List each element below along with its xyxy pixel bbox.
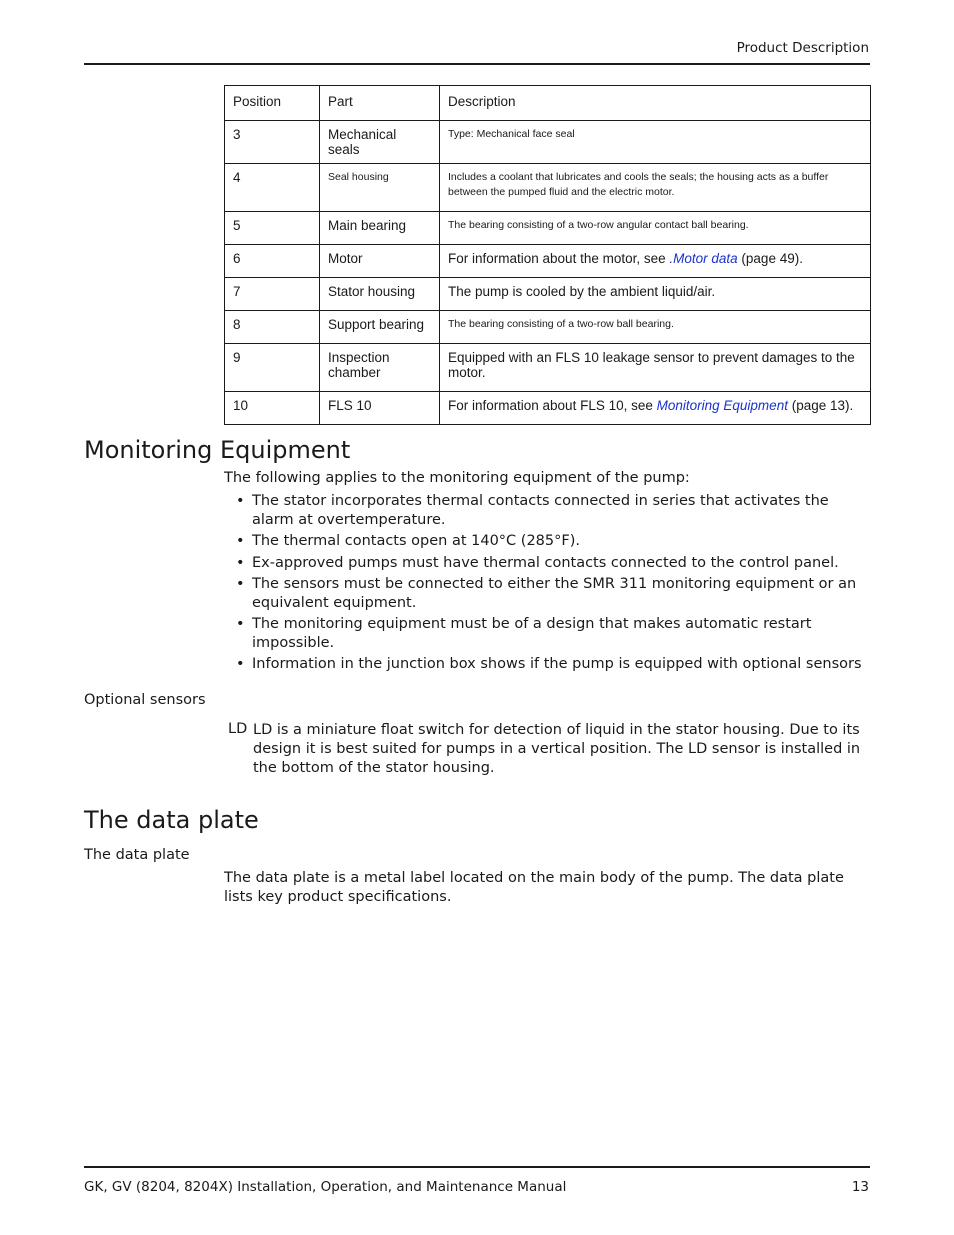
table-row — [225, 121, 871, 164]
bullet-text: The monitoring equipment must be of a design that makes automatic restart impossible. — [252, 616, 812, 651]
bullet-text: Ex-approved pumps must have thermal contacts connected to the control panel. — [252, 554, 839, 571]
cell-part: Motor — [320, 245, 440, 278]
bullet-icon: • — [236, 616, 245, 632]
table-row — [225, 278, 871, 311]
cell-position: 10 — [225, 392, 320, 425]
cell-position: 5 — [225, 212, 320, 245]
section-heading-data-plate: The data plate — [84, 806, 259, 834]
table-row — [225, 245, 871, 278]
description-text: For information about FLS 10, see — [448, 398, 657, 413]
header-rule — [84, 63, 870, 65]
cell-part: Inspection chamber — [320, 344, 440, 392]
cell-description: Includes a coolant that lubricates and cools the seals; the housing acts as a buffer between the pumped fluid and the electric motor. — [440, 164, 871, 212]
bullet-icon: • — [236, 656, 245, 672]
cell-part: Support bearing — [320, 311, 440, 344]
data-plate-text: The data plate is a metal label located on the main body of the pump. The data plate lists key product specifications. — [224, 870, 844, 905]
cell-description: Equipped with an FLS 10 leakage sensor to prevent damages to the motor. — [440, 344, 871, 392]
subheading-data-plate: The data plate — [84, 847, 190, 863]
cell-position: 9 — [225, 344, 320, 392]
bullet-text: The sensors must be connected to either the SMR 311 monitoring equipment or an equivalent equipment. — [252, 576, 857, 611]
column-header-description: Description — [440, 86, 871, 121]
cell-description — [440, 245, 871, 278]
list-item — [236, 655, 870, 674]
table-row — [225, 212, 871, 245]
running-header: Product Description — [736, 40, 869, 56]
description-text: (page 13). — [787, 398, 854, 413]
motor-data-link[interactable]: .Motor data — [669, 251, 738, 266]
table-header-row — [225, 86, 871, 121]
ld-definition: LD is a miniature float switch for detection of liquid in the stator housing. Due to its design it is best suited for pumps in a vertical position. The LD sensor is installed in the bottom of the stator housing. — [253, 722, 861, 776]
footer-rule — [84, 1166, 870, 1168]
monitoring-equipment-link[interactable]: Monitoring Equipment — [656, 398, 788, 413]
cell-part: Stator housing — [320, 278, 440, 311]
bullet-icon: • — [236, 533, 245, 549]
list-item — [236, 615, 870, 652]
cell-position: 8 — [225, 311, 320, 344]
footer-manual-title: GK, GV (8204, 8204X) Installation, Operation, and Maintenance Manual — [84, 1179, 567, 1195]
cell-part: Seal housing — [320, 164, 440, 212]
bullet-icon: • — [236, 493, 245, 509]
cell-position: 6 — [225, 245, 320, 278]
cell-part: Mechanical seals — [320, 121, 440, 164]
page-number: 13 — [851, 1179, 869, 1195]
cell-description: The pump is cooled by the ambient liquid/air. — [440, 278, 871, 311]
cell-description — [440, 392, 871, 425]
bullet-text: Information in the junction box shows if the pump is equipped with optional sensors — [252, 656, 862, 672]
bullet-text: The thermal contacts open at 140°C (285°F). — [252, 533, 580, 549]
bullet-text: The stator incorporates thermal contacts connected in series that activates the alarm at overtemperature. — [252, 493, 829, 528]
subheading-optional-sensors: Optional sensors — [84, 692, 206, 708]
column-header-position: Position — [225, 86, 320, 121]
cell-description: The bearing consisting of a two-row ball bearing. — [440, 311, 871, 344]
bullet-icon: • — [236, 554, 245, 571]
cell-part: Main bearing — [320, 212, 440, 245]
column-header-part: Part — [320, 86, 440, 121]
ld-term: LD — [228, 721, 248, 737]
cell-description: Type: Mechanical face seal — [440, 121, 871, 164]
parts-table — [224, 85, 871, 425]
description-text: (page 49). — [737, 251, 803, 266]
list-item — [236, 532, 870, 551]
table-row — [225, 311, 871, 344]
description-text: For information about the motor, see — [448, 251, 670, 266]
list-item — [236, 492, 870, 529]
list-item — [236, 554, 870, 573]
table-row — [225, 392, 871, 425]
cell-description: The bearing consisting of a two-row angular contact ball bearing. — [440, 212, 871, 245]
cell-part: FLS 10 — [320, 392, 440, 425]
monitoring-bullet-list — [236, 492, 870, 677]
bullet-icon: • — [236, 576, 245, 592]
cell-position: 4 — [225, 164, 320, 212]
table-row — [225, 164, 871, 212]
list-item — [236, 575, 870, 612]
cell-position: 7 — [225, 278, 320, 311]
section-heading-monitoring: Monitoring Equipment — [84, 436, 351, 464]
monitoring-intro: The following applies to the monitoring equipment of the pump: — [224, 470, 690, 486]
table-row — [225, 344, 871, 392]
cell-position: 3 — [225, 121, 320, 164]
